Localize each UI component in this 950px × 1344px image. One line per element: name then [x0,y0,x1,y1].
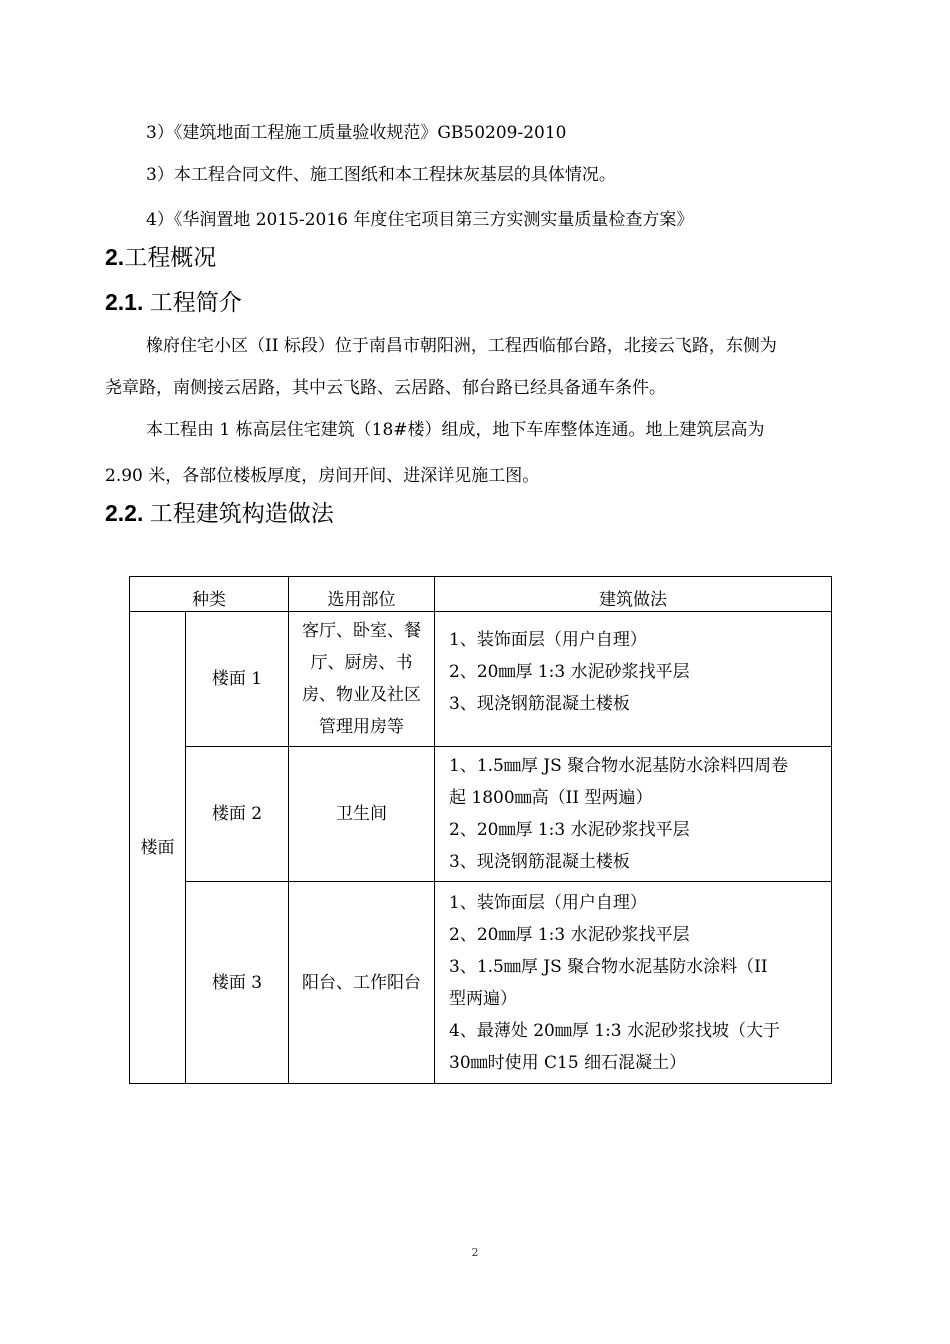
method-line: 2、20㎜厚 1:3 水泥砂浆找平层 [449,820,690,840]
location-line: 房、物业及社区 [302,685,421,705]
section-2-2-number: 2.2. [105,500,144,526]
method-line: 3、1.5㎜厚 JS 聚合物水泥基防水涂料（II [449,956,768,977]
intro-paragraph-1-line-2: 尧章路，南侧接云居路，其中云飞路、云居路、郁台路已经具备通车条件。 [105,378,666,398]
section-2-2-title: 工程建筑构造做法 [143,500,334,526]
category-cell: 楼面 [130,612,186,1084]
method-cell [435,882,832,1084]
intro-paragraph-2-line-2: 2.90 米，各部位楼板厚度，房间开间、进深详见施工图。 [105,466,540,486]
construction-method-table [129,576,832,1084]
location-line: 阳台、工作阳台 [302,972,421,993]
location-line: 卫生间 [336,804,387,824]
method-line: 3、现浇钢筋混凝土楼板 [449,694,630,714]
floor-name-cell: 楼面 2 [186,747,289,882]
header-location: 选用部位 [289,577,435,612]
location-cell [289,882,435,1084]
location-line: 厅、厨房、书 [310,653,413,673]
method-line: 4、最薄处 20㎜厚 1:3 水泥砂浆找坡（大于 [449,1020,781,1041]
method-line: 30㎜时使用 C15 细石混凝土） [449,1052,687,1073]
method-line: 2、20㎜厚 1:3 水泥砂浆找平层 [449,662,690,682]
floor-name-cell: 楼面 1 [186,612,289,747]
method-line: 3、现浇钢筋混凝土楼板 [449,852,630,872]
method-cell [435,612,832,747]
location-cell [289,612,435,747]
table-row [130,882,832,1084]
method-line: 1、装饰面层（用户自理） [449,892,647,913]
location-cell [289,747,435,882]
floor-name-cell: 楼面 3 [186,882,289,1084]
method-line: 1、1.5㎜厚 JS 聚合物水泥基防水涂料四周卷 [449,756,789,776]
table-row [130,612,832,747]
table-row [130,747,832,882]
reference-line-1: 3）《建筑地面工程施工质量验收规范》GB50209-2010 [146,123,567,143]
section-2-1-number: 2.1. [105,289,144,315]
section-2-1-heading [105,287,242,317]
header-type: 种类 [130,577,289,612]
method-cell [435,747,832,882]
location-line: 管理用房等 [319,717,404,737]
location-line: 客厅、卧室、餐 [302,621,421,641]
header-method: 建筑做法 [435,577,832,612]
section-2-number: 2. [105,244,125,270]
method-line: 1、装饰面层（用户自理） [449,630,647,650]
method-line: 起 1800㎜高（II 型两遍） [449,788,653,808]
reference-line-3: 4）《华润置地 2015-2016 年度住宅项目第三方实测实量质量检查方案》 [146,210,694,230]
intro-paragraph-1-line-1: 橡府住宅小区（II 标段）位于南昌市朝阳洲，工程西临郁台路，北接云飞路，东侧为 [146,336,777,356]
section-2-2-heading [105,498,334,528]
method-line: 2、20㎜厚 1:3 水泥砂浆找平层 [449,924,690,945]
section-2-heading [105,242,216,272]
method-line: 型两遍） [449,988,517,1009]
section-2-1-title: 工程简介 [143,289,242,315]
table-header-row [130,577,832,612]
reference-line-2: 3）本工程合同文件、施工图纸和本工程抹灰基层的具体情况。 [146,165,616,185]
section-2-title: 工程概况 [124,244,217,270]
page-number: 2 [471,1246,479,1259]
intro-paragraph-2-line-1: 本工程由 1 栋高层住宅建筑（18#楼）组成，地下车库整体连通。地上建筑层高为 [146,420,765,440]
